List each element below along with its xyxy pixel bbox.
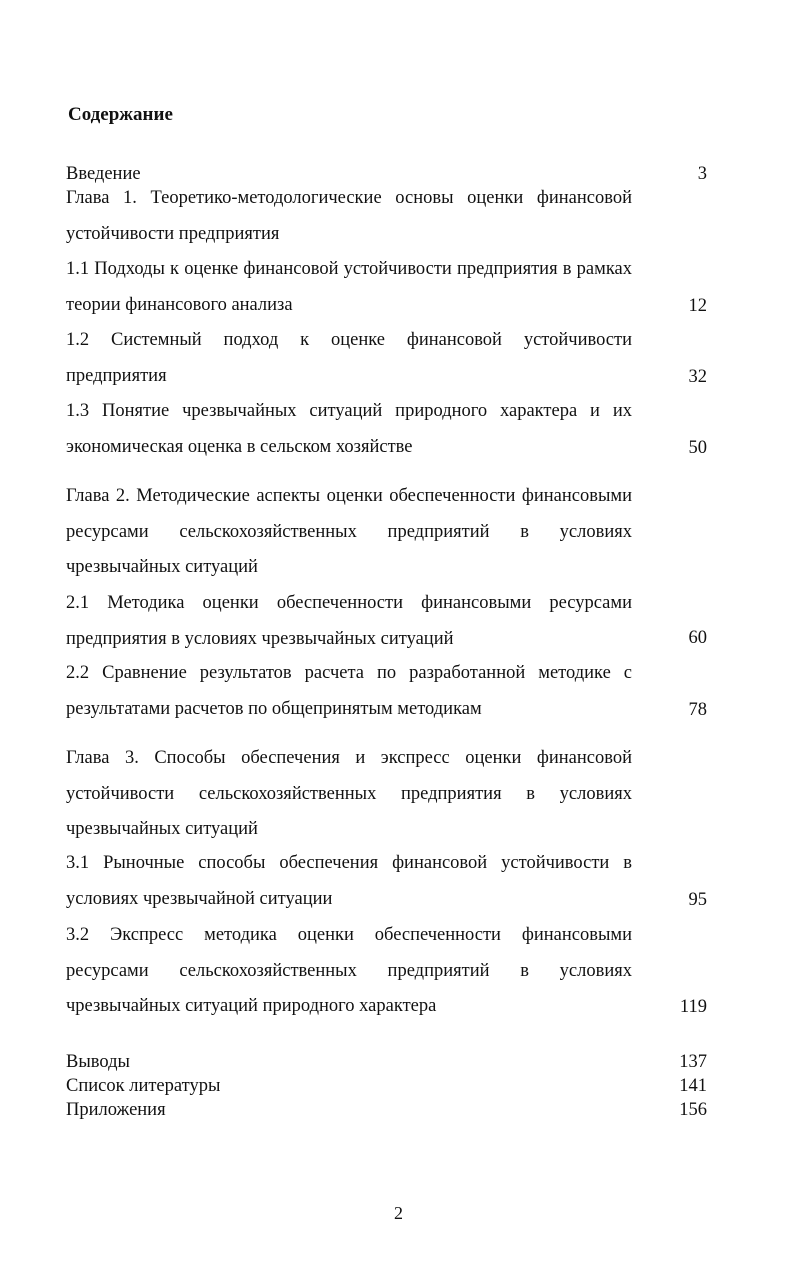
toc-page-section-3-1: 95 <box>688 890 707 910</box>
page-number: 2 <box>394 1203 403 1223</box>
toc-entry-chapter-1[interactable]: Глава 1. Теоретико-методологические основы оценки финансовой устойчивости предприятия <box>66 188 632 244</box>
toc-page-section-1-2: 32 <box>688 367 707 387</box>
toc-page-conclusions: 137 <box>679 1052 707 1072</box>
toc-entry-intro[interactable]: Введение <box>66 164 141 184</box>
toc-page-references: 141 <box>679 1076 707 1096</box>
toc-entry-chapter-3[interactable]: Глава 3. Способы обеспечения и экспресс оценки финансовой устойчивости сельскохозяйственных предприятия в условиях чрезвычайных ситуаций <box>66 748 632 839</box>
toc-entry-section-1-1[interactable]: 1.1 Подходы к оценке финансовой устойчивости предприятия в рамках теории финансового анализа <box>66 259 632 315</box>
toc-page-intro: 3 <box>697 164 707 184</box>
toc-entry-appendices[interactable]: Приложения <box>66 1100 166 1120</box>
toc-entry-section-3-1[interactable]: 3.1 Рыночные способы обеспечения финансовой устойчивости в условиях чрезвычайной ситуации <box>66 853 632 909</box>
toc-entry-conclusions[interactable]: Выводы <box>66 1052 130 1072</box>
toc-page-section-1-1: 12 <box>688 296 707 316</box>
toc-entry-section-2-2[interactable]: 2.2 Сравнение результатов расчета по разработанной методике с результатами расчетов по общепринятым методикам <box>66 663 632 719</box>
toc-entry-section-2-1[interactable]: 2.1 Методика оценки обеспеченности финансовыми ресурсами предприятия в условиях чрезвычайных ситуаций <box>66 593 632 649</box>
toc-page-appendices: 156 <box>679 1100 707 1120</box>
toc-entry-section-1-3[interactable]: 1.3 Понятие чрезвычайных ситуаций природного характера и их экономическая оценка в сельском хозяйстве <box>66 401 632 457</box>
page-title: Содержание <box>68 104 173 125</box>
toc-entry-chapter-2[interactable]: Глава 2. Методические аспекты оценки обеспеченности финансовыми ресурсами сельскохозяйственных предприятий в условиях чрезвычайных ситуаций <box>66 486 632 577</box>
toc-entry-references[interactable]: Список литературы <box>66 1076 221 1096</box>
toc-page-section-1-3: 50 <box>688 438 707 458</box>
toc-page-section-2-1: 60 <box>688 628 707 648</box>
toc-entry-section-3-2[interactable]: 3.2 Экспресс методика оценки обеспеченности финансовыми ресурсами сельскохозяйственных предприятий в условиях чрезвычайных ситуаций природного характера <box>66 925 632 1016</box>
toc-page-section-2-2: 78 <box>688 700 707 720</box>
toc-page-section-3-2: 119 <box>679 997 707 1017</box>
toc-entry-section-1-2[interactable]: 1.2 Системный подход к оценке финансовой устойчивости предприятия <box>66 330 632 386</box>
